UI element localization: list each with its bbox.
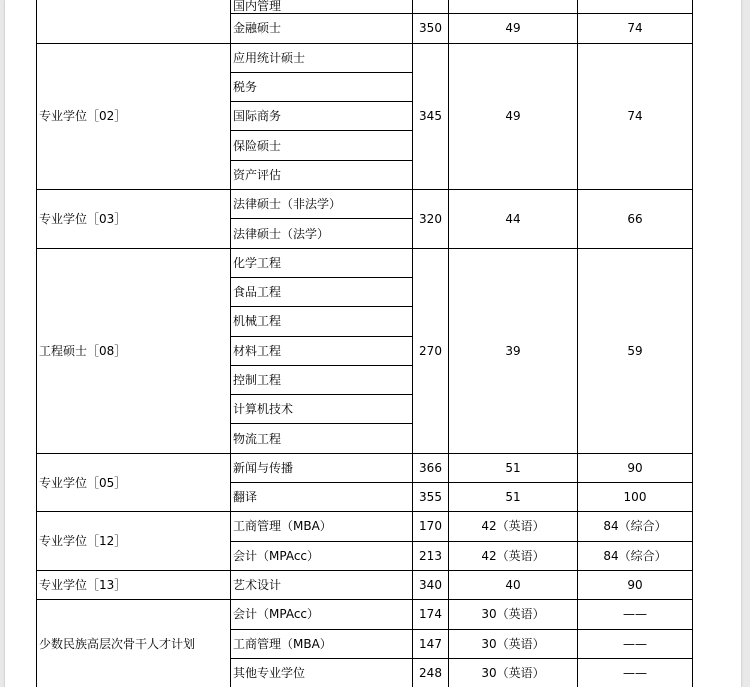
subject1-score-cell: 30（英语） xyxy=(449,658,578,687)
subject1-score-cell xyxy=(449,0,578,14)
subject1-score-cell: 49 xyxy=(449,43,578,189)
major-cell: 控制工程 xyxy=(231,365,413,394)
subject1-score-cell: 51 xyxy=(449,483,578,512)
major-cell: 法律硕士（非法学） xyxy=(231,190,413,219)
subject1-score-cell: 49 xyxy=(449,14,578,43)
subject2-score-cell: 59 xyxy=(578,248,693,453)
table-row xyxy=(37,512,693,541)
subject1-score-cell: 40 xyxy=(449,570,578,599)
table-row xyxy=(37,570,693,599)
major-cell: 保险硕士 xyxy=(231,131,413,160)
category-cell xyxy=(37,0,231,43)
category-cell: 工程硕士［08］ xyxy=(37,248,231,453)
major-cell: 工商管理（MBA） xyxy=(231,512,413,541)
major-cell: 应用统计硕士 xyxy=(231,43,413,72)
document-page xyxy=(5,0,741,687)
subject2-score-cell xyxy=(578,0,693,14)
category-cell: 专业学位［03］ xyxy=(37,190,231,249)
major-cell: 金融硕士 xyxy=(231,14,413,43)
subject1-score-cell: 42（英语） xyxy=(449,512,578,541)
total-score-cell: 345 xyxy=(413,43,449,189)
major-cell: 材料工程 xyxy=(231,336,413,365)
total-score-cell: 355 xyxy=(413,483,449,512)
subject1-score-cell: 51 xyxy=(449,453,578,482)
total-score-cell: 350 xyxy=(413,14,449,43)
total-score-cell: 248 xyxy=(413,658,449,687)
subject2-score-cell: 84（综合） xyxy=(578,541,693,570)
category-cell: 专业学位［12］ xyxy=(37,512,231,571)
major-cell: 艺术设计 xyxy=(231,570,413,599)
subject2-score-cell: —— xyxy=(578,600,693,629)
subject1-score-cell: 30（英语） xyxy=(449,629,578,658)
subject1-score-cell: 30（英语） xyxy=(449,600,578,629)
category-cell: 专业学位［02］ xyxy=(37,43,231,189)
total-score-cell: 170 xyxy=(413,512,449,541)
major-cell: 会计（MPAcc） xyxy=(231,541,413,570)
total-score-cell: 340 xyxy=(413,570,449,599)
subject2-score-cell: 100 xyxy=(578,483,693,512)
subject2-score-cell: 74 xyxy=(578,14,693,43)
major-cell: 资产评估 xyxy=(231,160,413,189)
total-score-cell: 174 xyxy=(413,600,449,629)
major-cell: 机械工程 xyxy=(231,307,413,336)
major-cell: 法律硕士（法学） xyxy=(231,219,413,248)
total-score-cell xyxy=(413,0,449,14)
major-cell: 化学工程 xyxy=(231,248,413,277)
table-row xyxy=(37,248,693,277)
subject2-score-cell: 74 xyxy=(578,43,693,189)
table-row xyxy=(37,43,693,72)
major-cell: 国际商务 xyxy=(231,102,413,131)
subject2-score-cell: 66 xyxy=(578,190,693,249)
major-cell: 食品工程 xyxy=(231,277,413,306)
subject2-score-cell: —— xyxy=(578,629,693,658)
table-row xyxy=(37,453,693,482)
major-cell: 会计（MPAcc） xyxy=(231,600,413,629)
subject2-score-cell: 90 xyxy=(578,453,693,482)
total-score-cell: 213 xyxy=(413,541,449,570)
total-score-cell: 270 xyxy=(413,248,449,453)
subject1-score-cell: 39 xyxy=(449,248,578,453)
table-row xyxy=(37,0,693,14)
category-cell: 专业学位［13］ xyxy=(37,570,231,599)
total-score-cell: 320 xyxy=(413,190,449,249)
total-score-cell: 147 xyxy=(413,629,449,658)
table-row xyxy=(37,190,693,219)
subject2-score-cell: —— xyxy=(578,658,693,687)
subject1-score-cell: 44 xyxy=(449,190,578,249)
category-cell: 专业学位［05］ xyxy=(37,453,231,512)
subject2-score-cell: 84（综合） xyxy=(578,512,693,541)
major-cell: 其他专业学位 xyxy=(231,658,413,687)
major-cell: 工商管理（MBA） xyxy=(231,629,413,658)
score-table xyxy=(36,0,693,687)
major-cell: 计算机技术 xyxy=(231,395,413,424)
major-cell: 物流工程 xyxy=(231,424,413,453)
major-cell: 税务 xyxy=(231,72,413,101)
total-score-cell: 366 xyxy=(413,453,449,482)
major-cell: 国内管理 xyxy=(231,0,413,14)
table-row xyxy=(37,600,693,629)
subject1-score-cell: 42（英语） xyxy=(449,541,578,570)
major-cell: 翻译 xyxy=(231,483,413,512)
major-cell: 新闻与传播 xyxy=(231,453,413,482)
subject2-score-cell: 90 xyxy=(578,570,693,599)
category-cell: 少数民族高层次骨干人才计划 xyxy=(37,600,231,687)
